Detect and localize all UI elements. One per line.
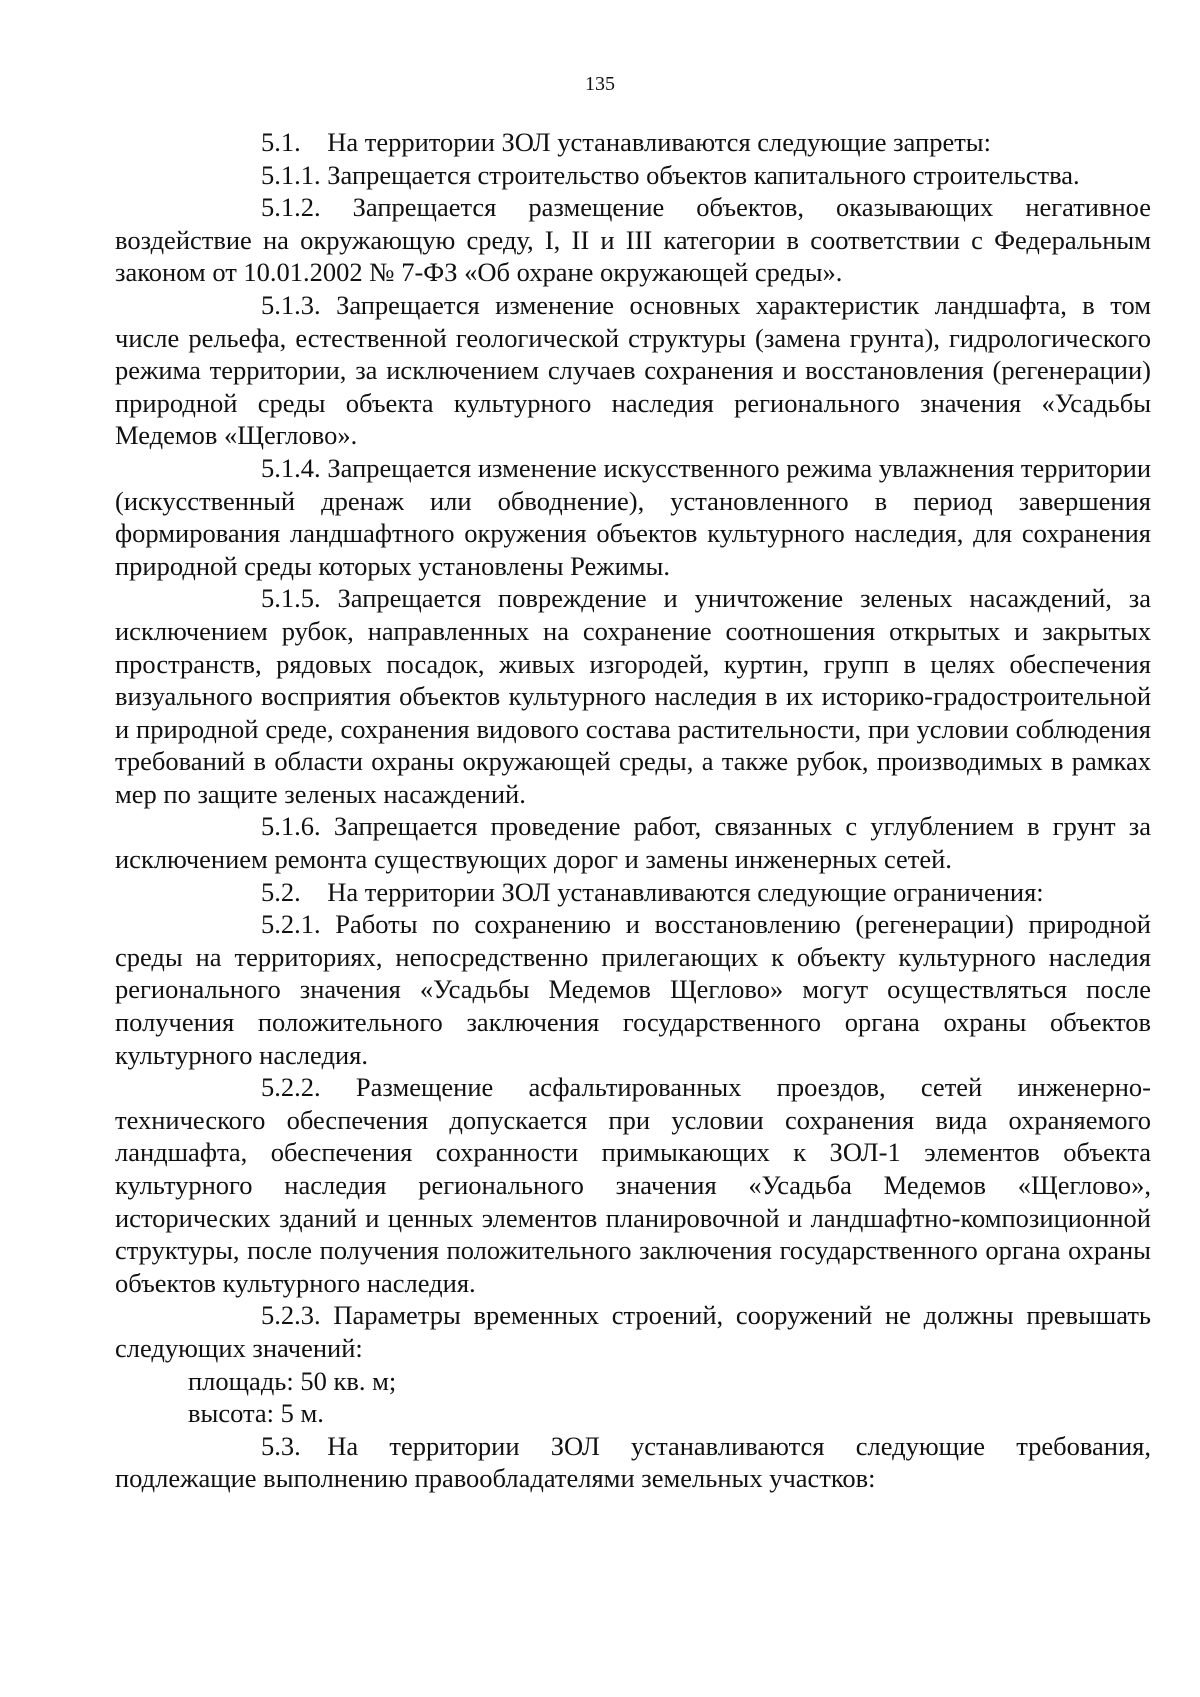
paragraph-text: Параметры временных строений, сооружений не должны превышать следующих значений: <box>115 1300 1151 1363</box>
paragraph-number: 5.2. <box>261 876 301 907</box>
paragraph-text: Запрещается изменение основных характеристик ландшафта, в том числе рельефа, естественной геологической структуры (замена грунта), гидрологического режима территории, за исключением случаев сохранения и восстановления (регенерации) природной среды объекта культурного наследия регионального значения «Усадьбы Медемов «Щеглово». <box>115 289 1151 451</box>
paragraph-text: На территории ЗОЛ устанавливаются следующие ограничения: <box>327 876 1044 907</box>
paragraph-number: 5.1. <box>261 127 301 157</box>
paragraph-text: Запрещается строительство объектов капитального строительства. <box>327 159 1080 190</box>
paragraph-number: 5.1.4. <box>261 452 321 483</box>
list-item-height <box>115 1397 1151 1430</box>
list-item-area <box>115 1365 1151 1398</box>
document-body <box>115 126 1151 1495</box>
paragraph-text: Работы по сохранению и восстановлению (регенерации) природной среды на территориях, непосредственно прилегающих к объекту культурного наследия регионального значения «Усадьбы Медемов Щеглово» могут осуществляться после получения положительного заключения государственного органа охраны объектов культурного наследия. <box>115 909 1151 1070</box>
paragraph-5-1-3 <box>115 289 1151 452</box>
paragraph-5-2-2 <box>115 1071 1151 1299</box>
paragraph-text: площадь: 50 кв. м; <box>188 1365 397 1396</box>
paragraph-text: На территории ЗОЛ устанавливаются следующие требования, подлежащие выполнению правообладателями земельных участков: <box>115 1430 1151 1494</box>
paragraph-5-3 <box>115 1430 1151 1495</box>
paragraph-number: 5.2.2. <box>261 1072 321 1103</box>
paragraph-text: высота: 5 м. <box>188 1398 324 1429</box>
paragraph-number: 5.1.5. <box>261 583 321 614</box>
paragraph-text: На территории ЗОЛ устанавливаются следующие запреты: <box>327 127 991 157</box>
paragraph-5-1-1 <box>115 159 1151 192</box>
paragraph-text: Размещение асфальтированных проездов, сетей инженерно-технического обеспечения допускается при условии сохранения вида охраняемого ландшафта, обеспечения сохранности примыкающих к ЗОЛ-1 элементов объекта культурного наследия регионального значения «Усадьба Медемов «Щеглово», исторических зданий и ценных элементов планировочной и ландшафтно-композиционной структуры, после получения положительного заключения государственного органа охраны объектов культурного наследия. <box>115 1072 1151 1298</box>
paragraph-5-1-4 <box>115 452 1151 582</box>
paragraph-text: Запрещается повреждение и уничтожение зеленых насаждений, за исключением рубок, направленных на сохранение соотношения открытых и закрытых пространств, рядовых посадок, живых изгородей, куртин, групп в целях обеспечения визуального восприятия объектов культурного наследия в их историко-градостроительной и природной среде, сохранения видового состава растительности, при условии соблюдения требований в области охраны окружающей среды, а также рубок, производимых в рамках мер по защите зеленых насаждений. <box>115 583 1152 809</box>
paragraph-5-2-1 <box>115 908 1151 1071</box>
paragraph-5-1-6 <box>115 810 1151 875</box>
paragraph-number: 5.1.3. <box>261 289 321 320</box>
paragraph-number: 5.1.2. <box>261 192 321 223</box>
paragraph-5-1-2 <box>115 191 1151 289</box>
paragraph-number: 5.2.1. <box>261 909 321 940</box>
paragraph-5-2 <box>115 876 1151 909</box>
paragraph-number: 5.3. <box>261 1430 301 1461</box>
paragraph-number: 5.1.1. <box>261 159 321 190</box>
paragraph-text: Запрещается размещение объектов, оказывающих негативное воздействие на окружающую среду, I, II и III категории в соответствии с Федеральным законом от 10.01.2002 № 7-ФЗ «Об охране окружающей среды». <box>115 192 1152 288</box>
paragraph-5-1-5 <box>115 582 1151 810</box>
paragraph-5-1 <box>115 126 1151 159</box>
paragraph-number: 5.1.6. <box>261 811 321 842</box>
paragraph-5-2-3 <box>115 1299 1151 1364</box>
paragraph-number: 5.2.3. <box>261 1300 321 1331</box>
page-number: 135 <box>585 73 615 95</box>
paragraph-text: Запрещается проведение работ, связанных с углублением в грунт за исключением ремонта существующих дорог и замены инженерных сетей. <box>115 811 1152 875</box>
paragraph-text: Запрещается изменение искусственного режима увлажнения территории (искусственный дренаж или обводнение), установленного в период завершения формирования ландшафтного окружения объектов культурного наследия, для сохранения природной среды которых установлены Режимы. <box>115 452 1151 581</box>
